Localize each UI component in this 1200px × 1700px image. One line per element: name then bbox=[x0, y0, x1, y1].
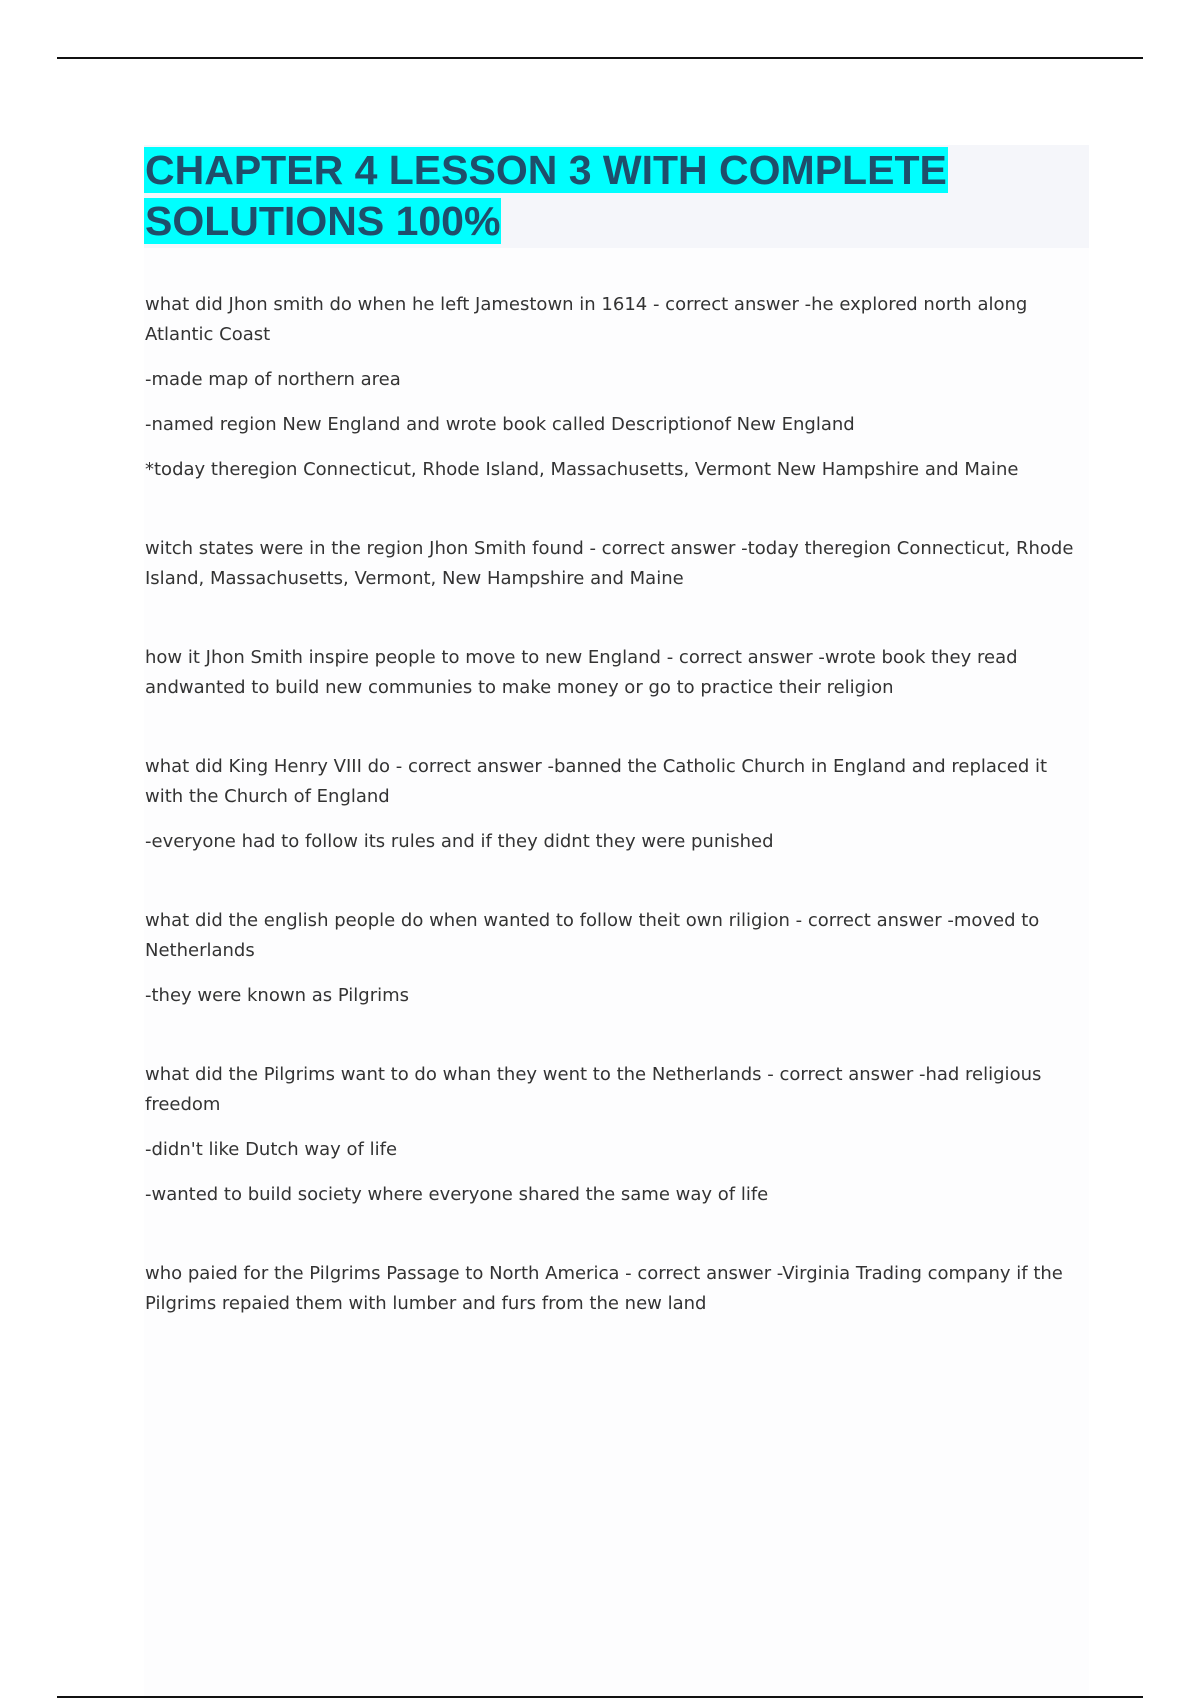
qa-item-english-religion bbox=[145, 906, 1090, 1011]
qa-item-inspire-people bbox=[145, 643, 1090, 703]
qa-item-king-henry bbox=[145, 752, 1090, 857]
qa-question-answer: how it Jhon Smith inspire people to move to new England - correct answer -wrote book they read andwanted to build new communies to make money or go to practice their religion bbox=[145, 647, 1018, 698]
qa-question-answer: who paied for the Pilgrims Passage to North America - correct answer -Virginia Trading company if the Pilgrims repaied them with lumber and furs from the new land bbox=[145, 1263, 1063, 1314]
qa-item-region-states bbox=[145, 534, 1090, 594]
qa-detail: *today theregion Connecticut, Rhode Island, Massachusetts, Vermont New Hampshire and Maine bbox=[145, 459, 1019, 480]
title-block bbox=[144, 145, 1089, 248]
qa-question-answer: what did Jhon smith do when he left Jamestown in 1614 - correct answer -he explored north along Atlantic Coast bbox=[145, 294, 1028, 345]
title-line-1: CHAPTER 4 LESSON 3 WITH COMPLETE bbox=[145, 147, 947, 193]
qa-item-john-smith-1614 bbox=[145, 290, 1090, 485]
top-rule bbox=[57, 57, 1143, 59]
title-line-2: SOLUTIONS 100% bbox=[145, 198, 501, 244]
qa-item-pilgrims-netherlands bbox=[145, 1060, 1090, 1210]
qa-list bbox=[145, 290, 1090, 1368]
qa-detail: -named region New England and wrote book called Descriptionof New England bbox=[145, 414, 855, 435]
qa-question-answer: witch states were in the region Jhon Smith found - correct answer -today theregion Connecticut, Rhode Island, Massachusetts, Vermont, New Hampshire and Maine bbox=[145, 538, 1074, 589]
bottom-rule bbox=[57, 1696, 1143, 1698]
document-title bbox=[144, 145, 1089, 247]
qa-detail: -wanted to build society where everyone shared the same way of life bbox=[145, 1184, 769, 1205]
qa-detail: -didn't like Dutch way of life bbox=[145, 1139, 398, 1160]
qa-detail: -everyone had to follow its rules and if they didnt they were punished bbox=[145, 831, 774, 852]
qa-question-answer: what did King Henry VIII do - correct answer -banned the Catholic Church in England and replaced it with the Church of England bbox=[145, 756, 1048, 807]
qa-detail: -they were known as Pilgrims bbox=[145, 985, 410, 1006]
qa-question-answer: what did the Pilgrims want to do whan they went to the Netherlands - correct answer -had religious freedom bbox=[145, 1064, 1042, 1115]
qa-item-passage-payment bbox=[145, 1259, 1090, 1319]
qa-detail: -made map of northern area bbox=[145, 369, 401, 390]
qa-question-answer: what did the english people do when wanted to follow theit own riligion - correct answer -moved to Netherlands bbox=[145, 910, 1040, 961]
